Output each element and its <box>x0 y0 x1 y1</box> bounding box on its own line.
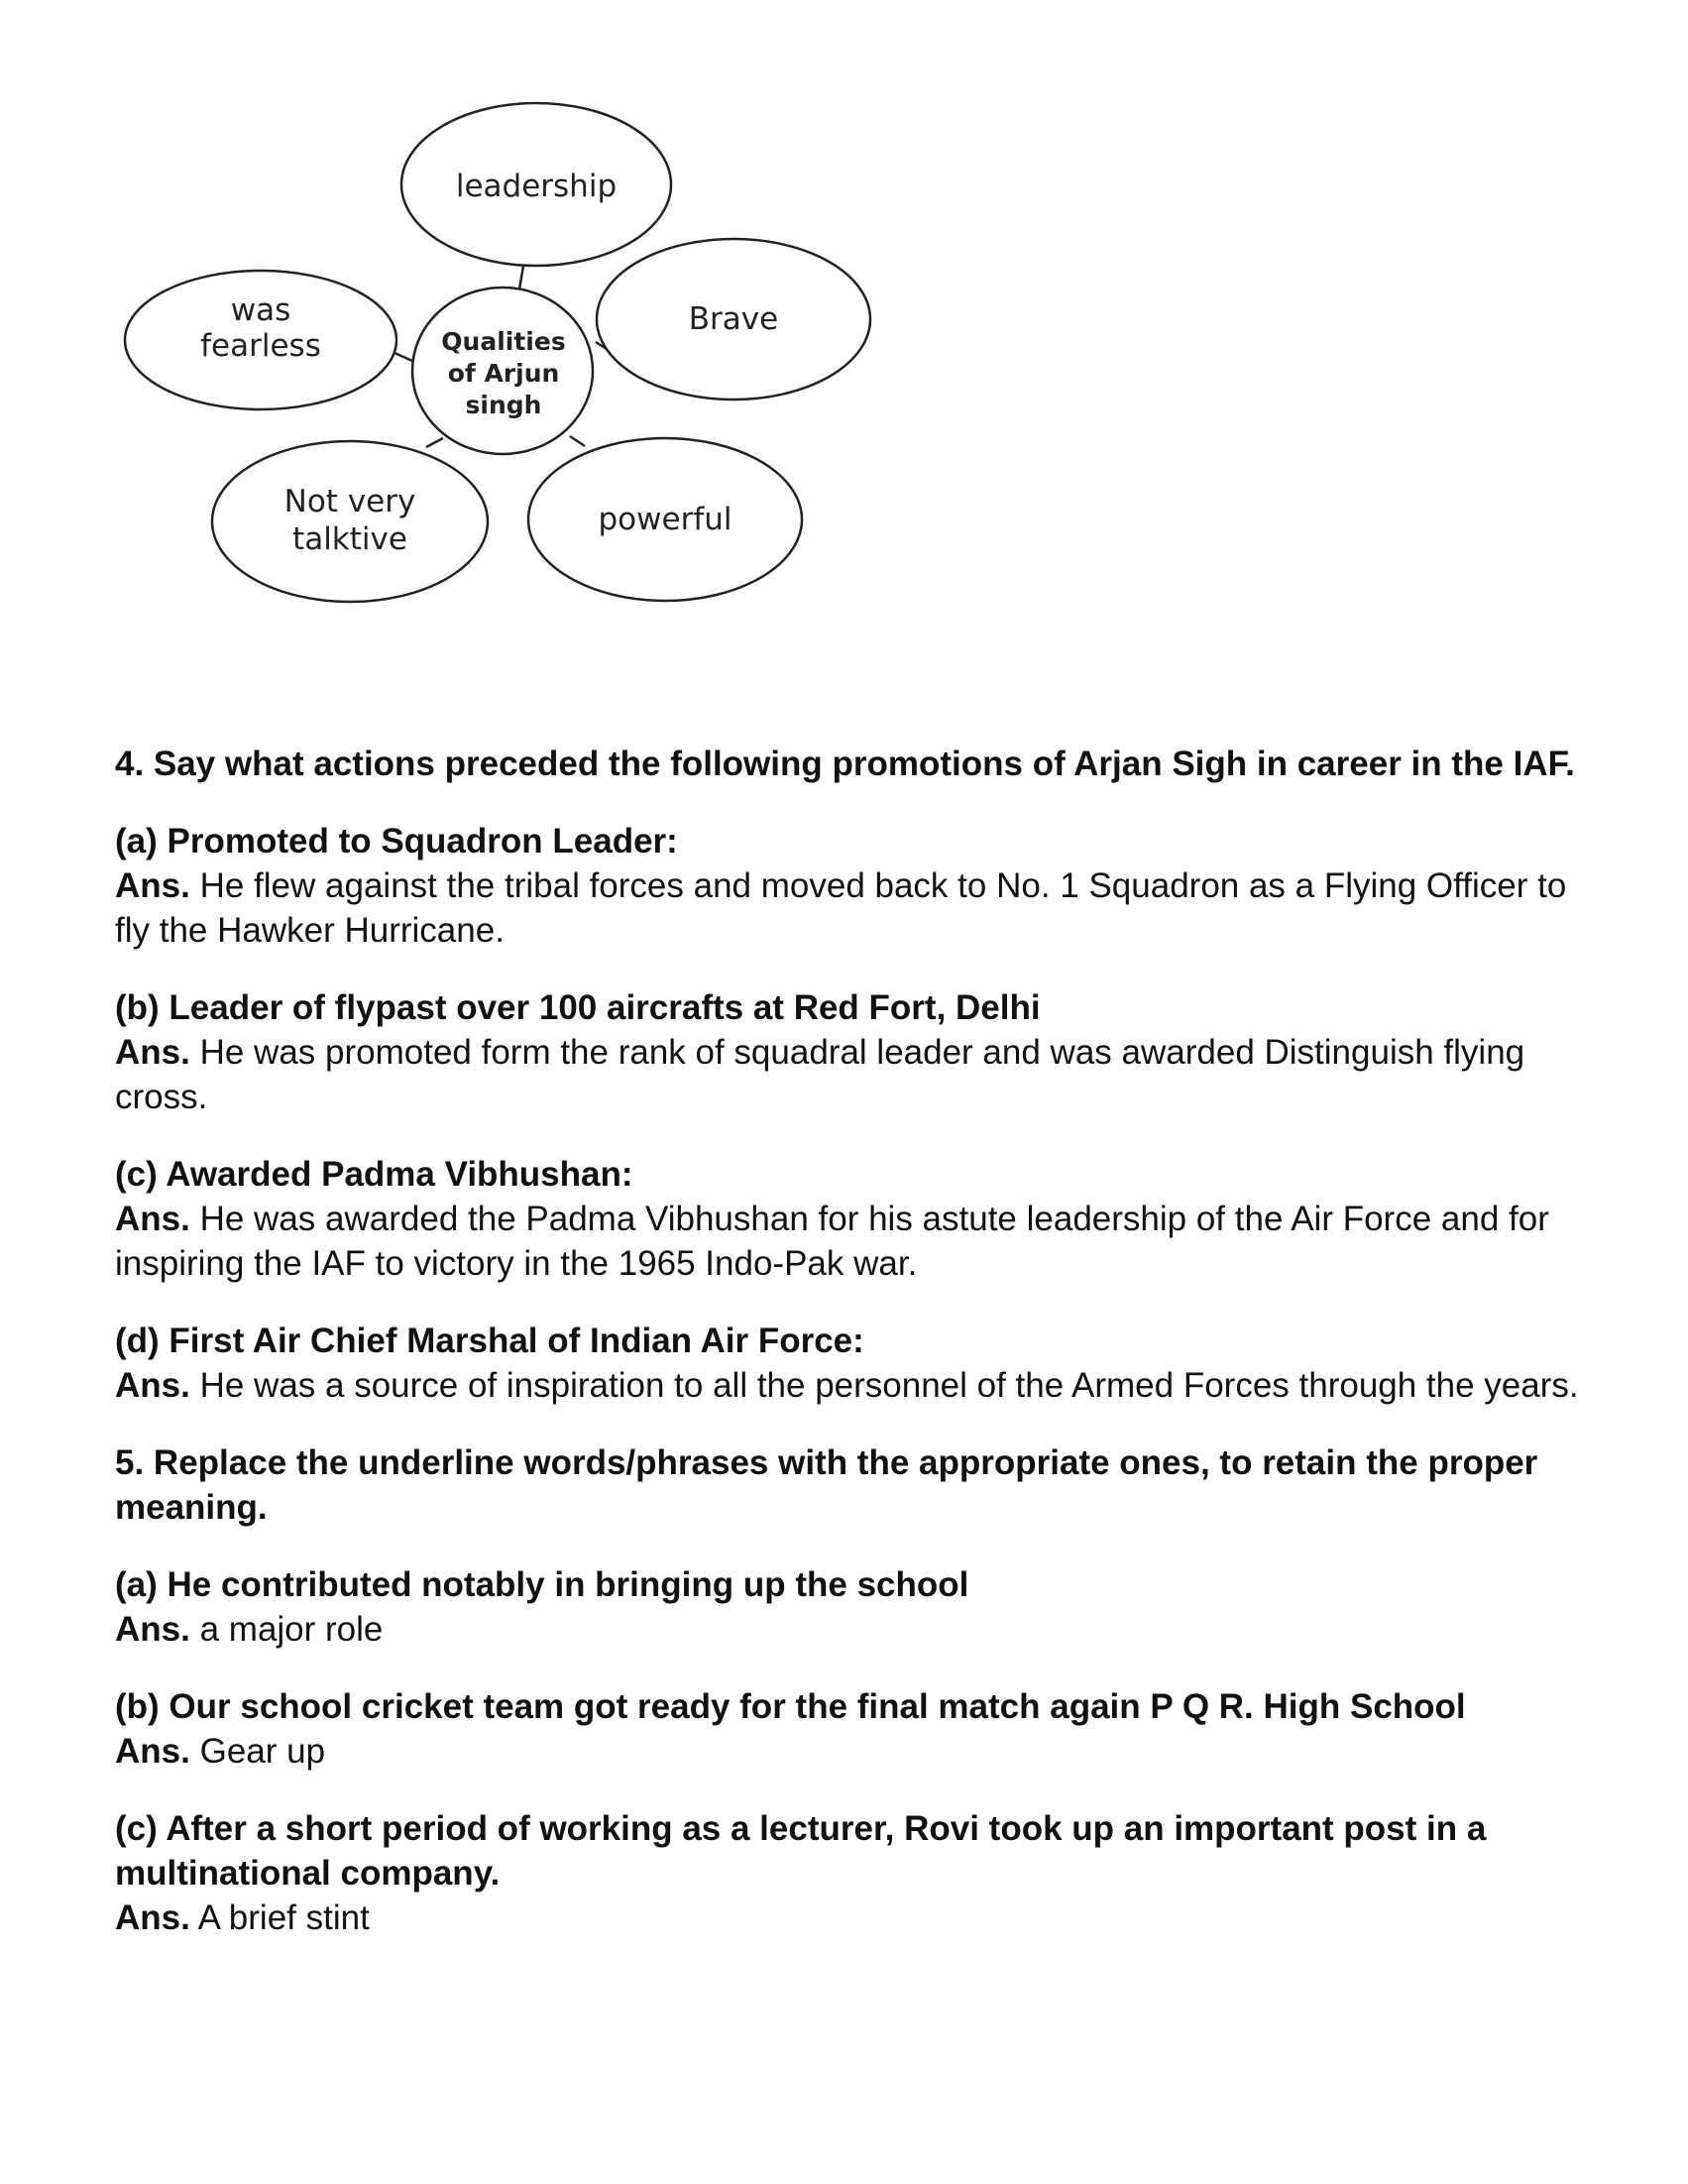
answer-label: Ans. <box>115 1200 190 1238</box>
question-5c <box>115 1806 1592 1940</box>
question-4a-text: (a) Promoted to Squadron Leader: <box>115 822 678 861</box>
node-left-label-line-1: was <box>230 292 291 328</box>
qualities-diagram <box>0 0 892 634</box>
question-4d-text: (d) First Air Chief Marshal of Indian Air Force: <box>115 1322 864 1360</box>
answer-4a <box>115 863 1592 953</box>
answer-4b <box>115 1030 1592 1119</box>
answer-label: Ans. <box>115 1732 190 1771</box>
answer-4a-text: He flew against the tribal forces and moved back to No. 1 Squadron as a Flying Officer to fly the Hawker Hurricane. <box>115 866 1567 950</box>
answer-label: Ans. <box>115 1366 190 1405</box>
question-4c <box>115 1152 1592 1286</box>
node-top-label: leadership <box>455 169 618 204</box>
answer-4c-text: He was awarded the Padma Vibhushan for his astute leadership of the Air Force and for inspiring the IAF to victory in the 1965 Indo-Pak war. <box>115 1200 1549 1283</box>
question-5-title: 5. Replace the underline words/phrases with the appropriate ones, to retain the proper meaning. <box>115 1443 1538 1527</box>
question-4a <box>115 819 1592 953</box>
answer-5b-text: Gear up <box>199 1732 326 1771</box>
question-5c-text: (c) After a short period of working as a lecturer, Rovi took up an important post in a multinational company. <box>115 1809 1487 1893</box>
node-bottom-left-label-line-2: talktive <box>292 521 407 557</box>
question-4b <box>115 985 1592 1119</box>
node-bottom-left-label-line-1: Not very <box>283 484 416 519</box>
answer-label: Ans. <box>115 866 190 905</box>
answer-5a <box>115 1607 1592 1652</box>
question-4b-text: (b) Leader of flypast over 100 aircrafts at Red Fort, Delhi <box>115 988 1041 1027</box>
worksheet-content <box>115 742 1592 1973</box>
question-5a <box>115 1562 1592 1652</box>
question-5b <box>115 1684 1592 1774</box>
answer-4d <box>115 1363 1592 1408</box>
answer-5b <box>115 1729 1592 1774</box>
question-4d <box>115 1319 1592 1408</box>
answer-4c <box>115 1197 1592 1286</box>
connector-top <box>519 266 523 289</box>
node-left-label-line-2: fearless <box>200 328 321 364</box>
answer-label: Ans. <box>115 1033 190 1072</box>
center-label-line-1: Qualities <box>441 327 566 356</box>
answer-5c <box>115 1896 1592 1940</box>
question-4c-text: (c) Awarded Padma Vibhushan: <box>115 1155 633 1194</box>
answer-label: Ans. <box>115 1898 190 1937</box>
answer-label: Ans. <box>115 1610 190 1649</box>
connector-bottom-right <box>570 436 585 446</box>
node-bottom-right-label: powerful <box>598 502 732 537</box>
question-5a-text: (a) He contributed notably in bringing up the school <box>115 1565 969 1604</box>
connector-bottom-left <box>426 438 443 447</box>
question-5b-text: (b) Our school cricket team got ready for the final match again P Q R. High School <box>115 1687 1466 1726</box>
answer-4b-text: He was promoted form the rank of squadral leader and was awarded Distinguish flying cross. <box>115 1033 1525 1116</box>
question-4-title: 4. Say what actions preceded the following promotions of Arjan Sigh in career in the IAF. <box>115 745 1575 783</box>
connector-left <box>394 353 412 361</box>
center-label-line-3: singh <box>465 391 542 419</box>
answer-4d-text: He was a source of inspiration to all the personnel of the Armed Forces through the years. <box>199 1366 1579 1405</box>
answer-5c-text: A brief stint <box>197 1898 370 1937</box>
center-label-line-2: of Arjun <box>447 359 560 388</box>
answer-5a-text: a major role <box>199 1610 384 1649</box>
node-right-label: Brave <box>688 301 779 337</box>
